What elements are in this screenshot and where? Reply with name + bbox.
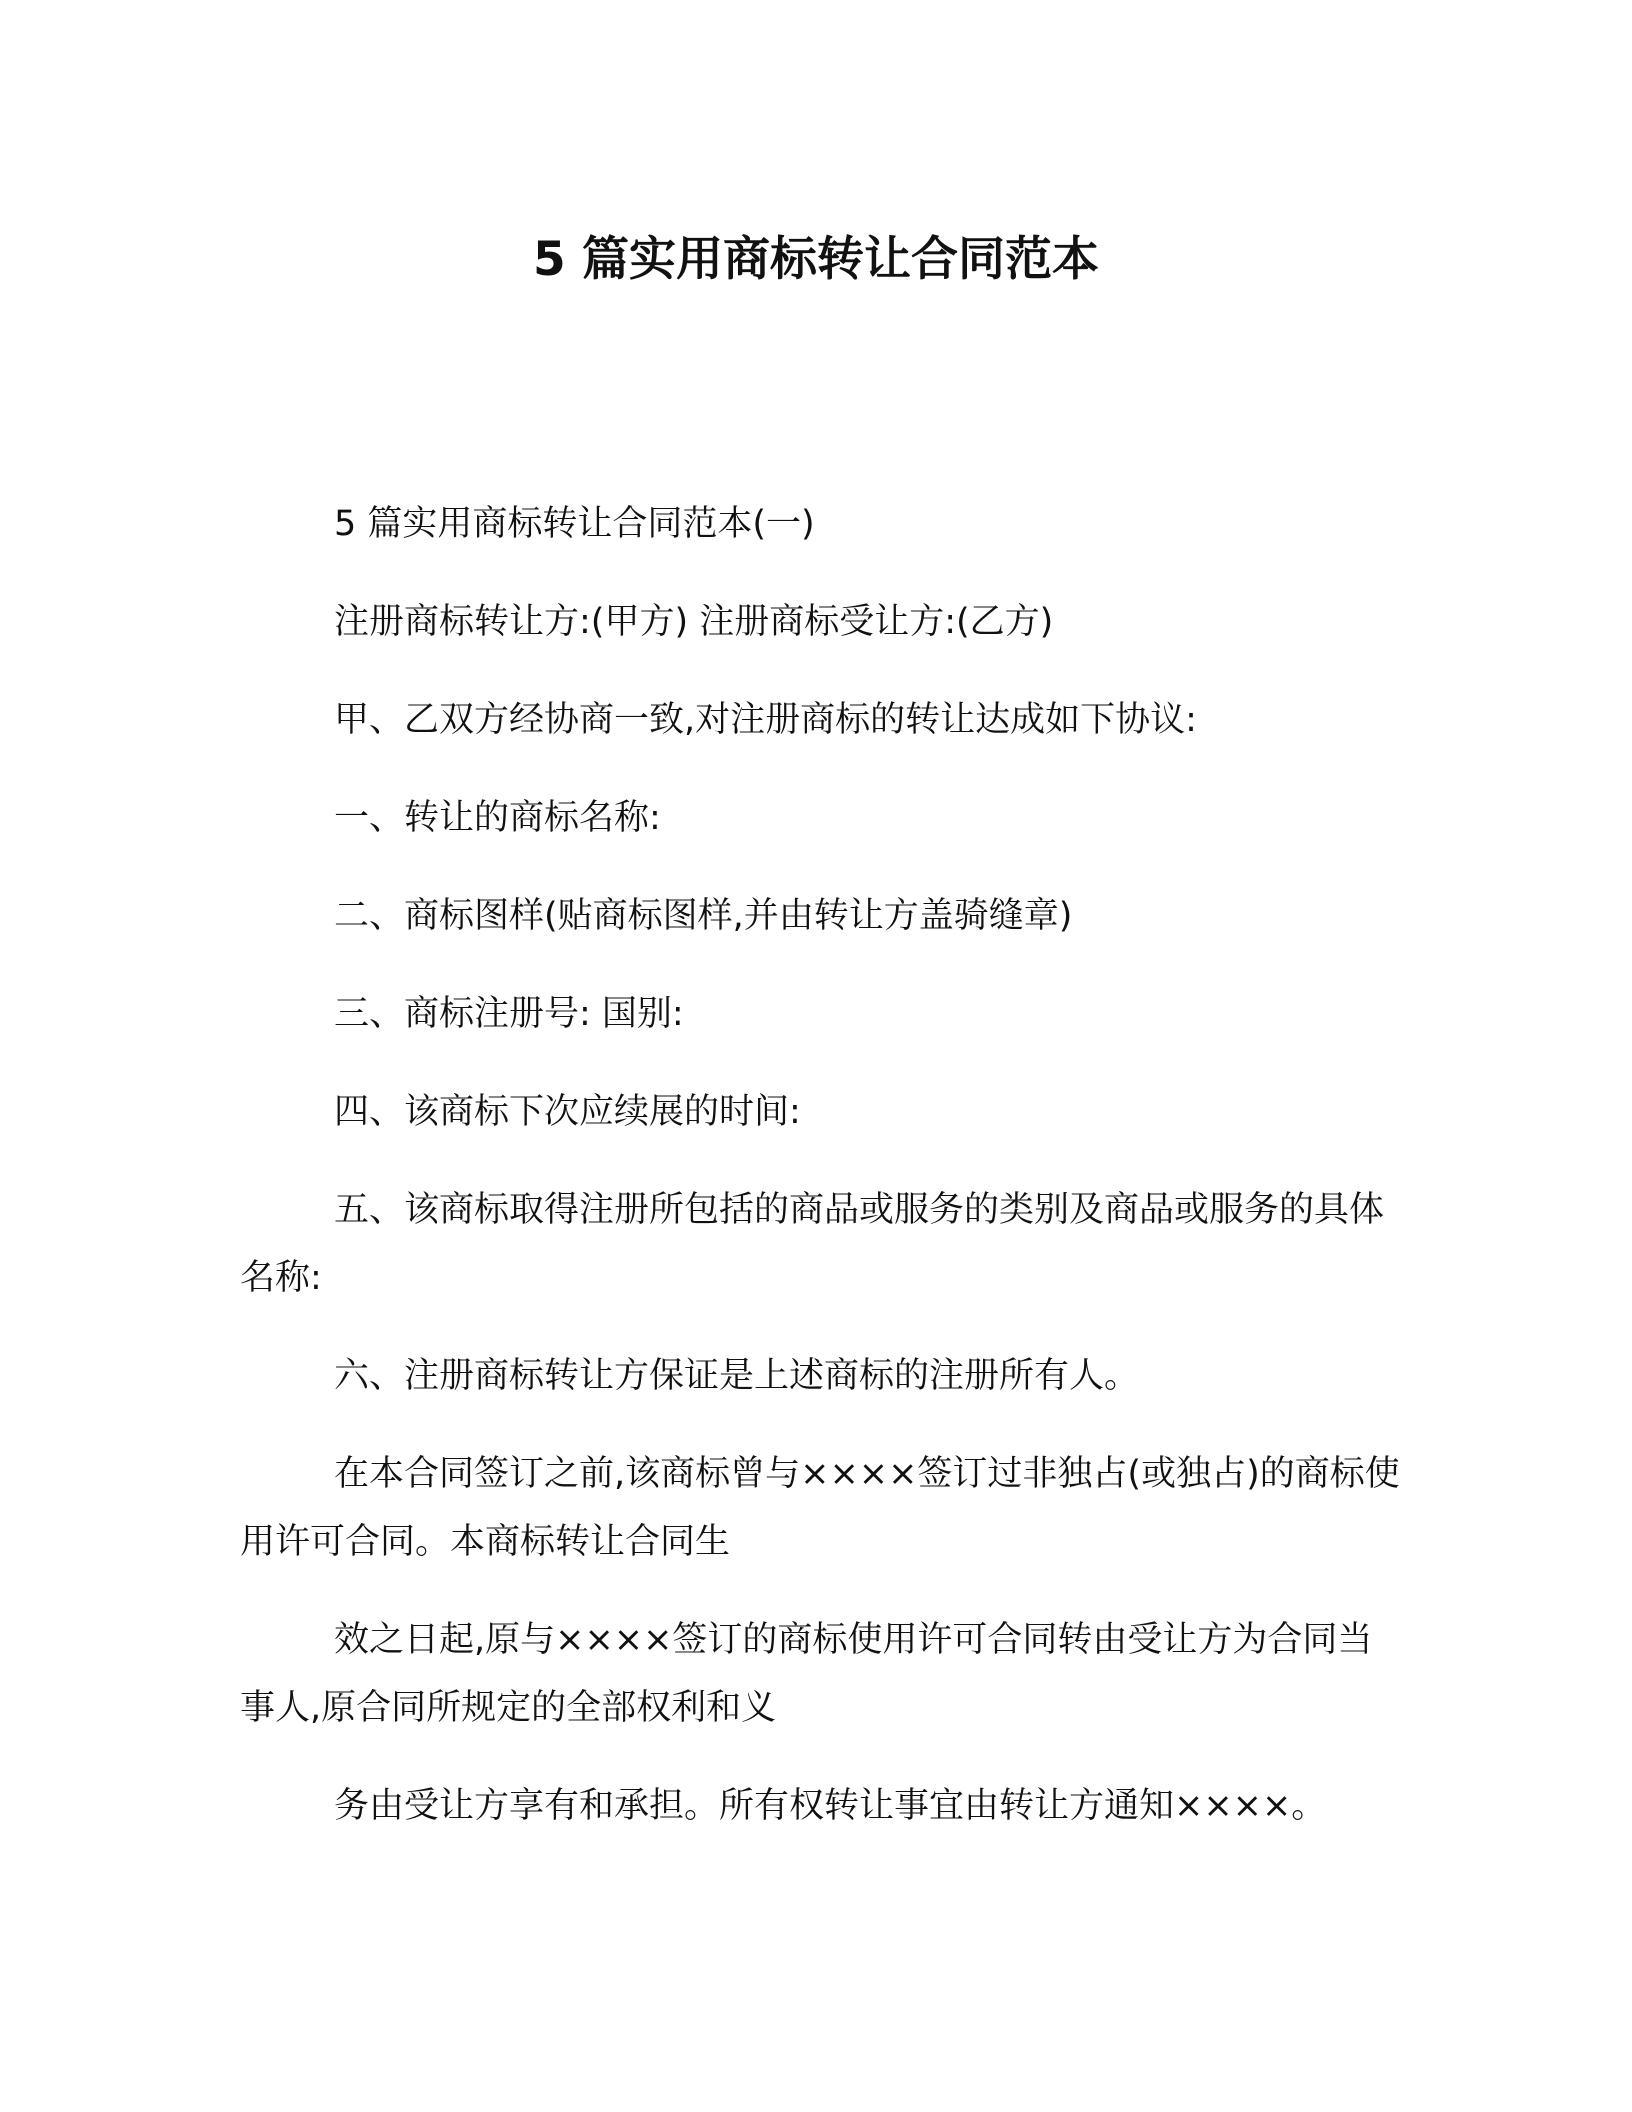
document-body: [240, 490, 1400, 1870]
paragraph-license-transfer: 效之日起,原与××××签订的商标使用许可合同转由受让方为合同当事人,原合同所规定的全部权利和义: [240, 1620, 1373, 1728]
paragraph-clause-5: 五、该商标取得注册所包括的商品或服务的类别及商品或服务的具体名称:: [240, 1190, 1385, 1298]
paragraph-clause-6: 六、注册商标转让方保证是上述商标的注册所有人。: [334, 1356, 1140, 1396]
paragraph-clause-3: 三、商标注册号: 国别:: [334, 994, 684, 1034]
paragraph-clause-1: 一、转让的商标名称:: [334, 798, 661, 838]
paragraph-obligations: 务由受让方享有和承担。所有权转让事宜由转让方通知××××。: [334, 1786, 1327, 1826]
paragraph-license-history: 在本合同签订之前,该商标曾与××××签订过非独占(或独占)的商标使用许可合同。本商标转让合同生: [240, 1454, 1400, 1562]
paragraph-agreement-intro: 甲、乙双方经协商一致,对注册商标的转让达成如下协议:: [334, 700, 1197, 740]
document-title: 5 篇实用商标转让合同范本: [532, 232, 1100, 287]
paragraph-subtitle: 5 篇实用商标转让合同范本(一): [334, 504, 815, 544]
paragraph-clause-4: 四、该商标下次应续展的时间:: [334, 1092, 801, 1132]
paragraph-parties: 注册商标转让方:(甲方) 注册商标受让方:(乙方): [334, 602, 1054, 642]
paragraph-clause-2: 二、商标图样(贴商标图样,并由转让方盖骑缝章): [334, 896, 1073, 936]
